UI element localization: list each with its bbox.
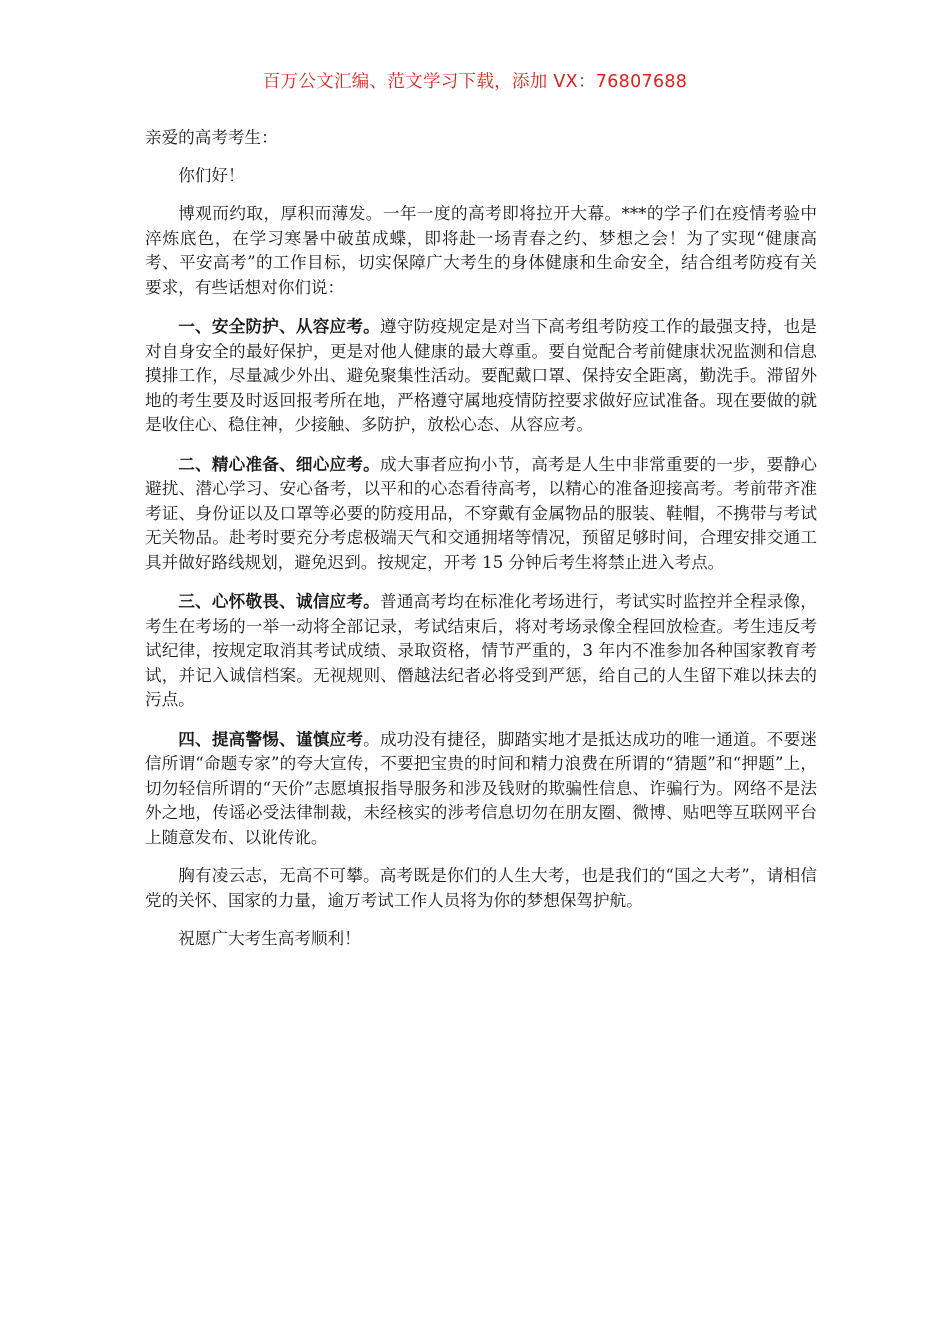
section-body-4: 。成功没有捷径，脚踏实地才是抵达成功的唯一通道。不要迷信所谓“命题专家”的夸大宣传，不要把宝贵的时间和精力浪费在所谓的“猜题”和“押题”上，切勿轻信所谓的“天价”志愿填报指导服务和涉及钱财的欺骗性信息、诈骗行为。网络不是法外之地，传谣必受法律制裁，未经核实的涉考信息切勿在朋友圈、微博、贴吧等互联网平台上随意发布、以讹传讹。 [145,729,817,847]
closing-paragraph: 胸有凌云志，无高不可攀。高考既是你们的人生大考，也是我们的“国之大考”，请相信党的关怀、国家的力量，逾万考试工作人员将为你的梦想保驾护航。 [145,866,817,910]
header-banner: 百万公文汇编、范文学习下载，添加 VX：76807688 [262,72,688,92]
section-paragraph-4 [145,727,817,851]
letter-body [145,126,817,966]
salutation: 亲爱的高考考生： [145,128,278,147]
section-heading-4: 四、提高警惕、谨慎应考 [178,728,364,749]
closing-wish: 祝愿广大考生高考顺利！ [178,929,361,948]
section-body-2: 成大事者应拘小节，高考是人生中非常重要的一步，要静心避扰、潜心学习、安心备考，以平和的心态看待高考，以精心的准备迎接高考。考前带齐准考证、身份证以及口罩等必要的防疫用品，不穿戴有金属物品的服装、鞋帽，不携带与考试无关物品。赴考时要充分考虑极端天气和交通拥堵等情况，预留足够时间，合理安排交通工具并做好路线规划，避免迟到。按规定，开考 15 分钟后考生将禁止进入考点。 [145,454,818,572]
section-heading-3: 三、心怀敬畏、诚信应考。 [178,591,380,611]
section-body-3: 普通高考均在标准化考场进行，考试实时监控并全程录像，考生在考场的一举一动将全部记录，考试结束后，将对考场录像全程回放检查。考生违反考试纪律，按规定取消其考试成绩、录取资格，情节严重的，3 年内不准参加各种国家教育考试，并记入诚信档案。无视规则、僭越法纪者必将受到严惩，给自己的人生留下难以抹去的污点。 [145,592,818,709]
section-paragraph-3 [145,589,817,713]
intro-paragraph: 博观而约取，厚积而薄发。一年一度的高考即将拉开大幕。***的学子们在疫情考验中淬炼底色，在学习寒暑中破茧成蝶，即将赴一场青春之约、梦想之会！为了实现“健康高考、平安高考”的工作目标，切实保障广大考生的身体健康和生命安全，结合组考防疫有关要求，有些话想对你们说： [145,204,817,297]
section-paragraph-1 [145,314,817,438]
section-heading-1: 一、安全防护、从容应考。 [178,316,380,336]
section-paragraph-2 [145,452,817,576]
section-heading-2: 二、精心准备、细心应考。 [178,453,380,474]
section-body-1: 遵守防疫规定是对当下高考组考防疫工作的最强支持，也是对自身安全的最好保护，更是对他人健康的最大尊重。要自觉配合考前健康状况监测和信息摸排工作，尽量减少外出、避免聚集性活动。要配戴口罩、保持安全距离，勤洗手。滞留外地的考生要及时返回报考所在地，严格遵守属地疫情防控要求做好应试准备。现在要做的就是收住心、稳住神，少接触、多防护，放松心态、从容应考。 [145,317,818,434]
greeting: 你们好！ [178,165,245,185]
